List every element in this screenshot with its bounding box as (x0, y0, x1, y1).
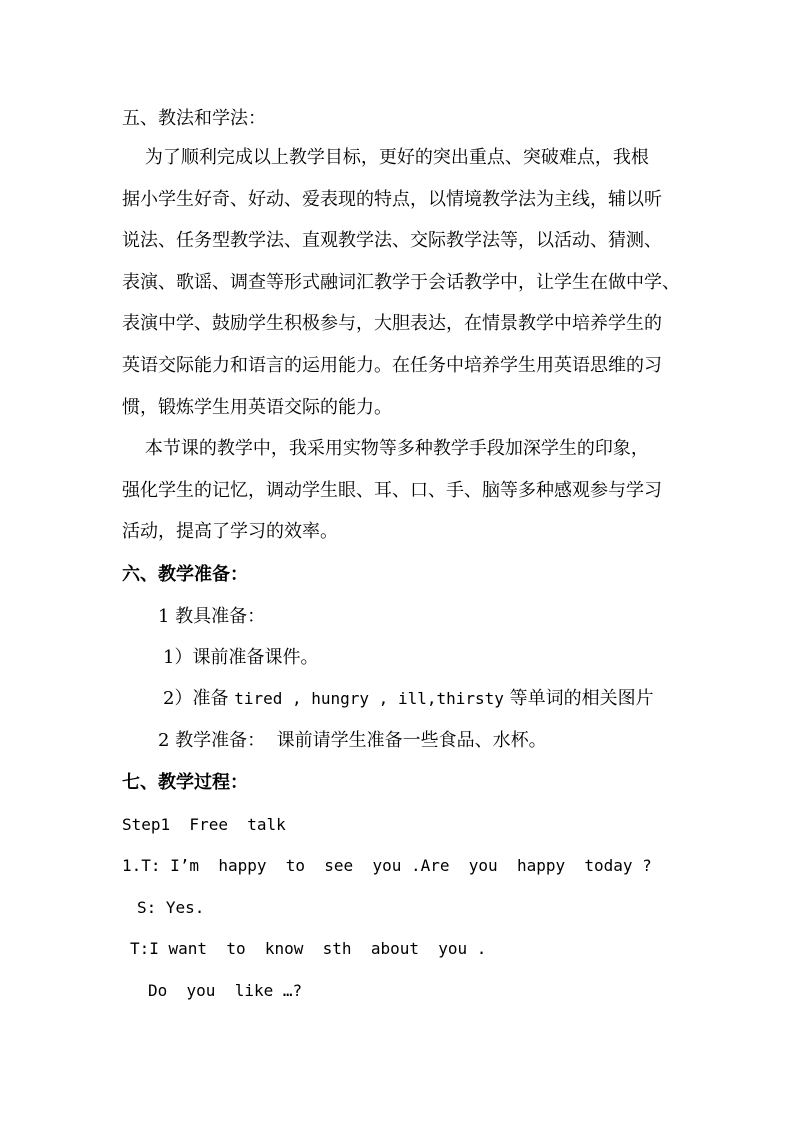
section5-heading: 五、教法和学法： (122, 108, 266, 129)
step1-title: Step1 Free talk (122, 815, 286, 834)
dialogue-line-2: S: Yes. (137, 898, 205, 917)
paragraph-line: 为了顺利完成以上教学目标，更好的突出重点、突破难点，我根 (122, 147, 649, 168)
prep-item-1b-prefix: 2）准备 (163, 688, 235, 709)
dialogue-line-4: Do you like …? (148, 981, 303, 1000)
paragraph-line: 据小学生好奇、好动、爱表现的特点，以情境教学法为主线，辅以听 (122, 188, 662, 210)
section5-paragraph-2 (122, 428, 662, 553)
dialogue-line-1: 1.T: I’m happy to see you .Are you happy today ? (122, 856, 652, 875)
paragraph-line: 英语交际能力和语言的运用能力。在任务中培养学生用英语思维的习 (122, 354, 662, 376)
paragraph-line: 惯，锻炼学生用英语交际的能力。 (122, 396, 392, 418)
prep-item-1b-words: tired , hungry , ill,thirsty (234, 689, 504, 708)
section7-heading: 七、教学过程： (122, 772, 248, 793)
paragraph-line: 强化学生的记忆，调动学生眼、耳、口、手、脑等多种感观参与学习 (122, 479, 662, 501)
section6-heading: 六、教学准备： (122, 564, 248, 585)
prep-item-1: 1 教具准备： (158, 606, 266, 627)
prep-item-2: 2 教学准备： 课前请学生准备一些食品、水杯。 (158, 730, 547, 751)
paragraph-line: 本节课的教学中，我采用实物等多种教学手段加深学生的印象， (122, 438, 649, 459)
prep-item-1b-suffix: 等单词的相关图片 (503, 688, 654, 709)
paragraph-line: 表演中学、鼓励学生积极参与，大胆表达，在情景教学中培养学生的 (122, 313, 662, 335)
paragraph-line: 说法、任务型教学法、直观教学法、交际教学法等，以活动、猜测、 (122, 230, 662, 252)
paragraph-line: 活动，提高了学习的效率。 (122, 521, 338, 543)
prep-item-1b (163, 686, 654, 712)
section5-paragraph-1 (122, 137, 680, 428)
prep-item-1a: 1）课前准备课件。 (163, 647, 319, 668)
dialogue-line-3: T:I want to know sth about you . (130, 939, 487, 958)
paragraph-line: 表演、歌谣、调查等形式融词汇教学于会话教学中，让学生在做中学、 (122, 271, 680, 293)
